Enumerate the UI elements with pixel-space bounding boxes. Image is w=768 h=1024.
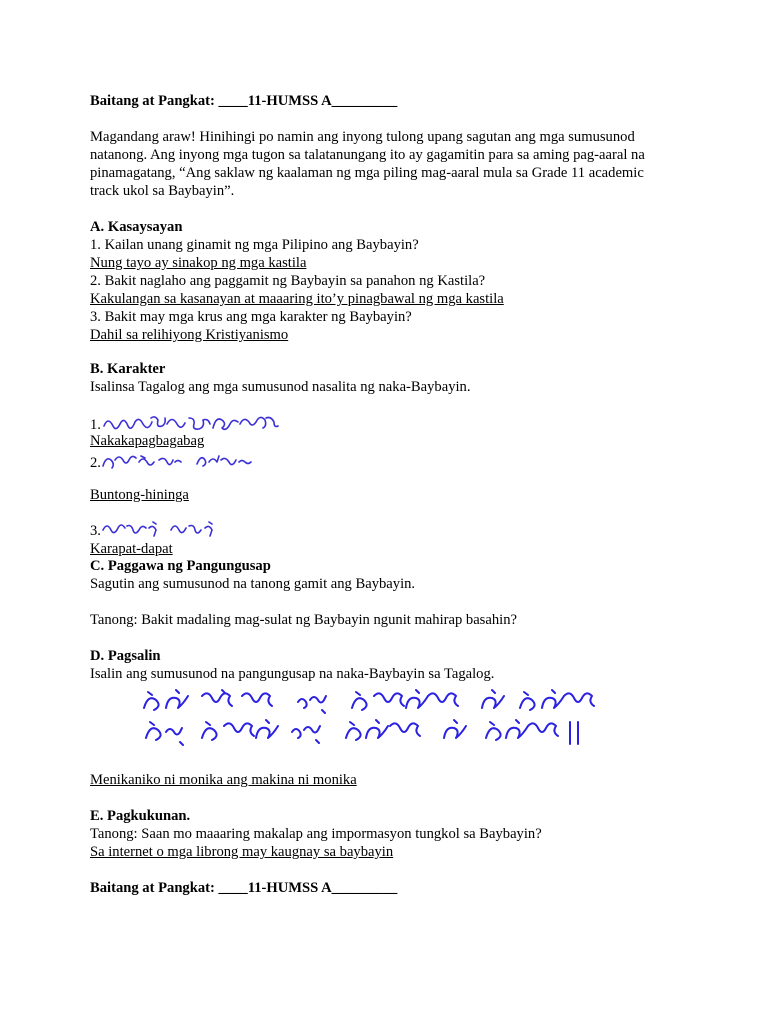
baybayin-sentence-icon (140, 686, 610, 752)
section-e-heading: E. Pagkukunan. (90, 808, 191, 824)
section-c-instruction: Sagutin ang sumusunod na tanong gamit ang Baybayin. (90, 576, 416, 592)
baybayin-item-1 (90, 412, 690, 434)
intro-line: track ukol sa Baybayin”. (90, 183, 235, 199)
section-d-heading: D. Pagsalin (90, 648, 161, 664)
intro-paragraph (90, 128, 690, 200)
answer-text: Nung tayo ay sinakop ng mga kastila (90, 255, 307, 271)
answer-text: Kakulangan sa kasanayan at maaaring ito’y pinagbawal ng mga kastila (90, 291, 504, 307)
baybayin-item-3 (90, 518, 690, 540)
baybayin-item-2 (90, 450, 690, 472)
section-e (90, 807, 690, 861)
question-text: 2. Bakit naglaho ang paggamit ng Baybayin sa panahon ng Kastila? (90, 273, 486, 289)
baybayin-answer-2: Buntong-hininga (90, 487, 189, 503)
section-b (90, 360, 690, 396)
section-d (90, 647, 690, 683)
section-a-heading: A. Kasaysayan (90, 219, 183, 235)
intro-line: pinamagatang, “Ang saklaw ng kaalaman ng mga piling mag-aaral mula sa Grade 11 academic (90, 165, 644, 181)
item-number: 3. (90, 523, 101, 539)
section-c-question: Tanong: Bakit madaling mag-sulat ng Baybayin ngunit mahirap basahin? (90, 612, 517, 628)
section-e-answer: Sa internet o mga librong may kaugnay sa baybayin (90, 844, 394, 860)
answer-text: Dahil sa relihiyong Kristiyanismo (90, 327, 289, 343)
section-b-heading: B. Karakter (90, 361, 166, 377)
baybayin-sentence (140, 686, 610, 752)
grade-section-label: Baitang at Pangkat: (90, 880, 215, 896)
intro-line: natanong. Ang inyong mga tugon sa talatanungang ito ay gagamitin para sa aming pag-aaral na (90, 147, 645, 163)
baybayin-word-1-icon (101, 412, 281, 434)
item-number: 1. (90, 417, 101, 433)
grade-section-label: Baitang at Pangkat: (90, 93, 215, 109)
question-text: 3. Bakit may mga krus ang mga karakter ng Baybayin? (90, 309, 412, 325)
baybayin-word-2-icon (101, 450, 261, 472)
section-b-instruction: Isalinsa Tagalog ang mga sumusunod nasalita ng naka-Baybayin. (90, 379, 471, 395)
question-text: 1. Kailan unang ginamit ng mga Pilipino ang Baybayin? (90, 237, 419, 253)
section-a (90, 218, 690, 344)
grade-section-value: ____11-HUMSS A_________ (218, 93, 398, 109)
section-e-question: Tanong: Saan mo maaaring makalap ang impormasyon tungkol sa Baybayin? (90, 826, 542, 842)
section-d-instruction: Isalin ang sumusunod na pangungusap na naka-Baybayin sa Tagalog. (90, 666, 495, 682)
item-number: 2. (90, 455, 101, 471)
grade-section-header (90, 92, 690, 110)
baybayin-answer-3: Karapat-dapat (90, 541, 173, 557)
baybayin-answer-1: Nakakapagbagabag (90, 433, 205, 449)
grade-section-value: ____11-HUMSS A_________ (218, 880, 398, 896)
section-d-answer: Menikaniko ni monika ang makina ni monika (90, 772, 357, 788)
section-c-heading: C. Paggawa ng Pangungusap (90, 558, 271, 574)
baybayin-word-3-icon (101, 518, 251, 540)
section-c (90, 557, 690, 593)
intro-line: Magandang araw! Hinihingi po namin ang inyong tulong upang sagutan ang mga sumusunod (90, 129, 635, 145)
grade-section-footer (90, 879, 690, 897)
